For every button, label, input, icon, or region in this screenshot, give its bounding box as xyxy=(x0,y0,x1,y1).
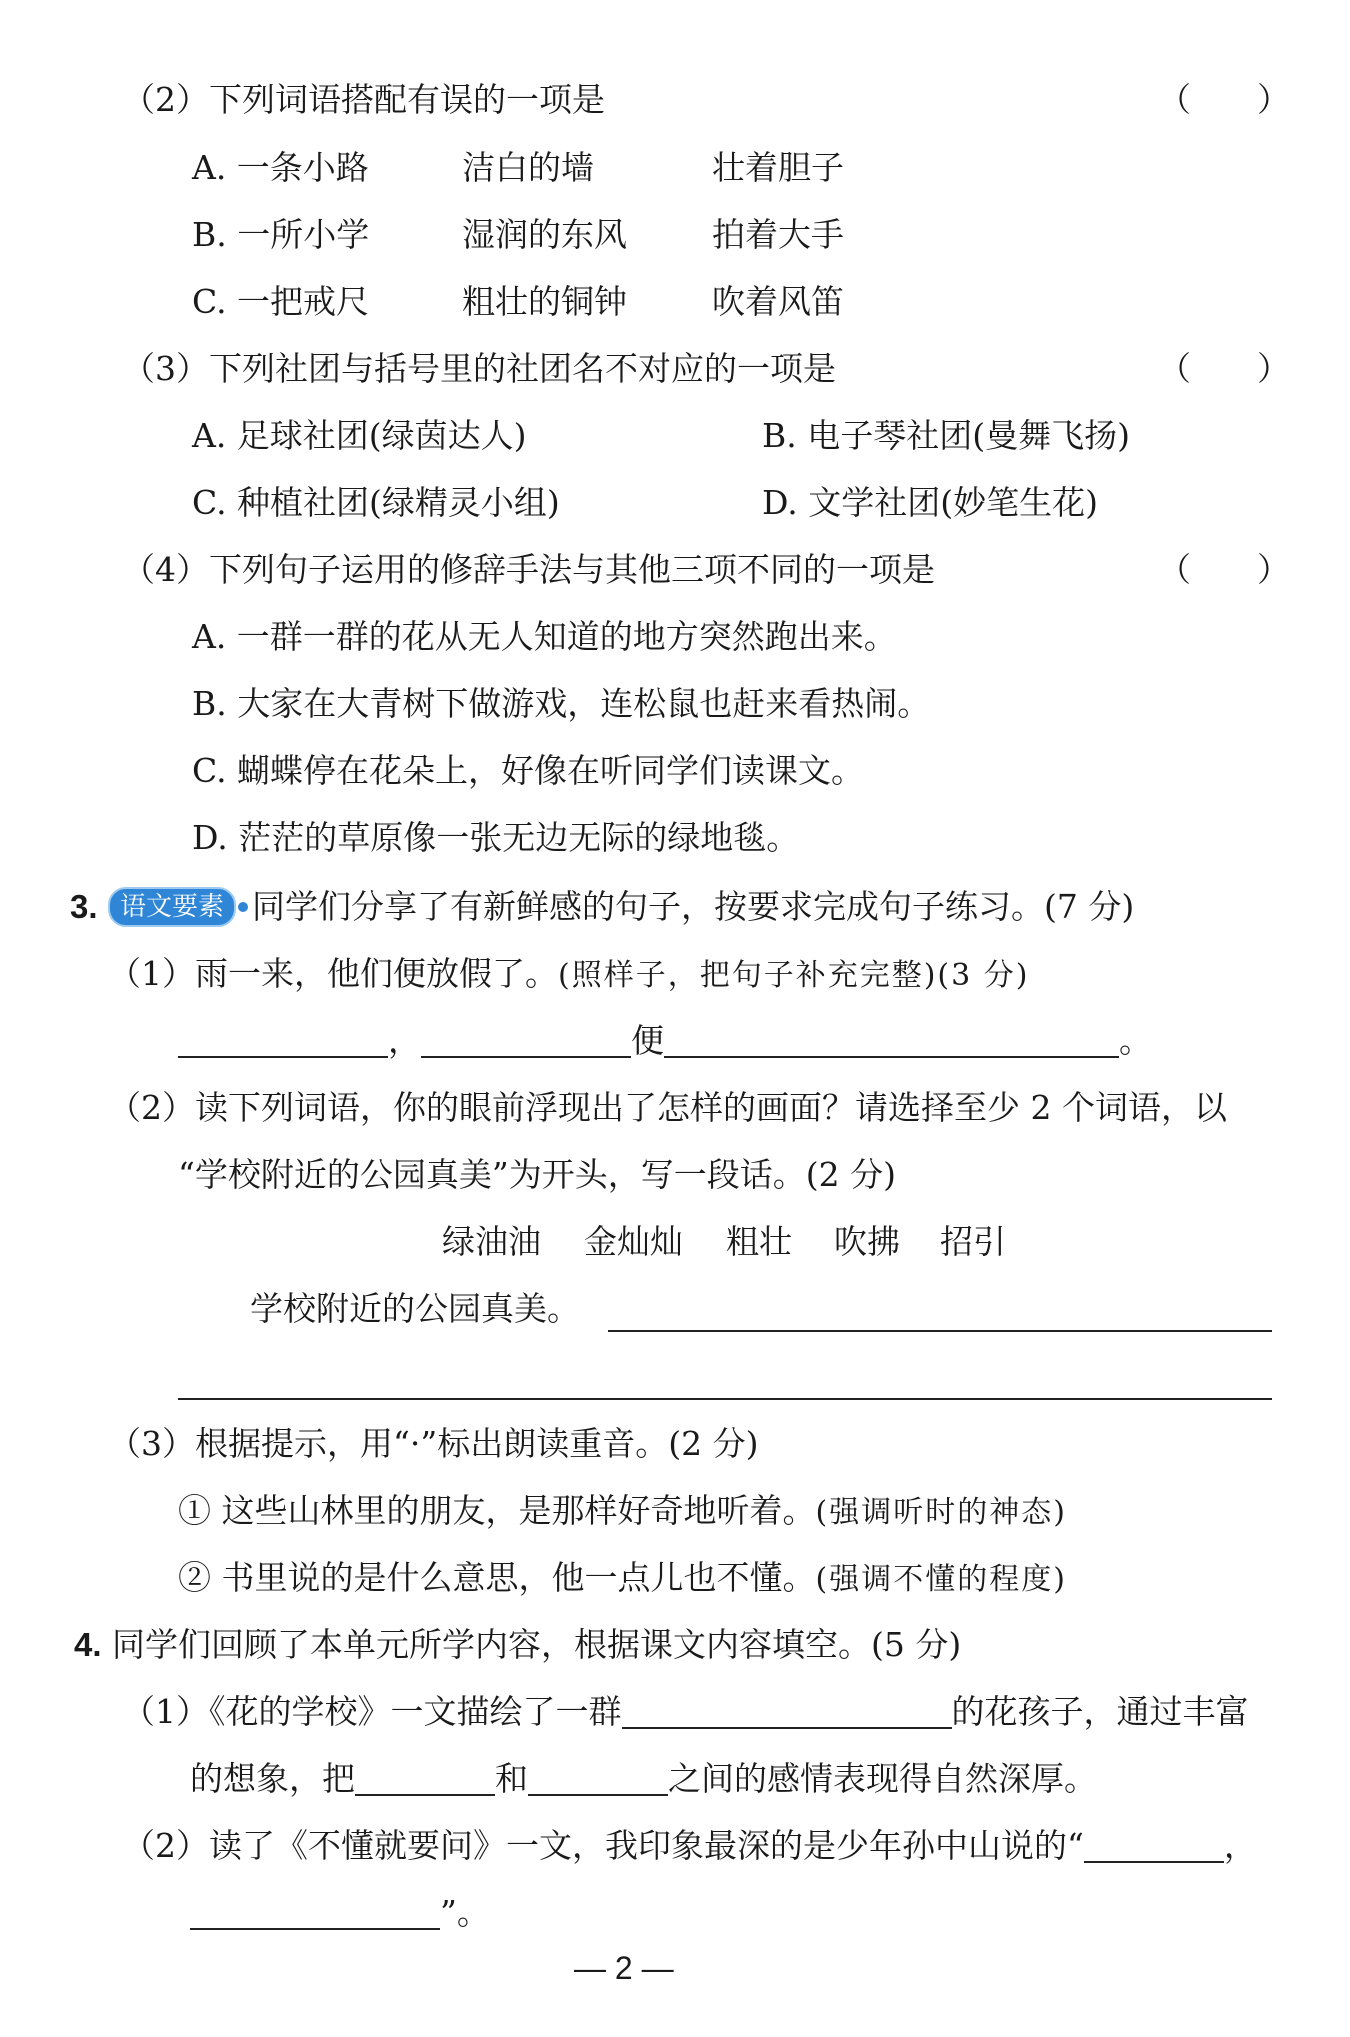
q3-sub1-line xyxy=(108,954,1029,996)
q3-header xyxy=(70,887,1134,927)
q2-sub2-answer-paren[interactable]: （ ） xyxy=(1158,80,1290,119)
q3-sub1-blank-1[interactable] xyxy=(178,1022,388,1058)
q3-sub2-word-1: 绿油油 xyxy=(442,1222,541,1261)
q3-sub2-writing-line-1[interactable] xyxy=(608,1330,1272,1332)
q3-sub2-starter: 学校附近的公园真美。 xyxy=(250,1289,580,1328)
q3-sub2-word-4: 吹拂 xyxy=(834,1222,900,1261)
q4-sub1-part1: （1）《花的学校》一文描绘了一群 xyxy=(122,1692,622,1731)
q4-sub1-blank-3[interactable] xyxy=(528,1760,668,1796)
q2-sub3-option-c: C. 种植社团(绿精灵小组) xyxy=(192,483,560,522)
q3-sub1-blank-3[interactable] xyxy=(664,1022,1119,1058)
q3-sub1-blank-2[interactable] xyxy=(421,1022,631,1058)
q2-sub3-answer-paren[interactable]: （ ） xyxy=(1158,349,1290,388)
q2-sub2-stem: （2）下列词语搭配有误的一项是 xyxy=(122,80,605,119)
q4-sub2-end: ”。 xyxy=(440,1893,490,1932)
q3-sub1-comma: ， xyxy=(388,1021,421,1060)
q2-sub2-option-a-2: 洁白的墙 xyxy=(462,148,594,187)
q2-sub4-stem: （4）下列句子运用的修辞手法与其他三项不同的一项是 xyxy=(122,550,935,589)
q2-sub2-option-b-1: B. 一所小学 xyxy=(192,215,370,254)
q4-stem: 同学们回顾了本单元所学内容，根据课文内容填空。(5 分) xyxy=(112,1625,962,1664)
q4-sub1-line2 xyxy=(190,1759,1097,1799)
q4-sub2-blank-1[interactable] xyxy=(1084,1827,1224,1863)
q3-stem: 同学们分享了有新鲜感的句子，按要求完成句子练习。(7 分) xyxy=(252,887,1135,926)
q4-sub1-line2a: 的想象，把 xyxy=(190,1759,355,1798)
q4-sub2-line1 xyxy=(122,1826,1257,1866)
q2-sub2-option-c-2: 粗壮的铜钟 xyxy=(462,282,627,321)
q4-sub1-line2b: 和 xyxy=(495,1759,528,1798)
q4-number: 4. xyxy=(74,1626,102,1663)
q3-sub2-writing-line-2[interactable] xyxy=(178,1398,1272,1400)
q3-sub1-stem: （1）雨一来，他们便放假了。 xyxy=(108,954,558,993)
q3-sub2-word-2: 金灿灿 xyxy=(584,1222,683,1261)
q2-sub4-answer-paren[interactable]: （ ） xyxy=(1158,550,1290,589)
q2-sub4-option-a: A. 一群一群的花从无人知道的地方突然跑出来。 xyxy=(192,617,897,656)
q2-sub3-option-a: A. 足球社团(绿茵达人) xyxy=(192,416,527,455)
q4-sub2-part1: （2）读了《不懂就要问》一文，我印象最深的是少年孙中山说的“ xyxy=(122,1826,1084,1865)
q3-sub2-word-5: 招引 xyxy=(940,1222,1006,1261)
q2-sub2-option-b-3: 拍着大手 xyxy=(712,215,844,254)
q4-header xyxy=(74,1625,961,1665)
q4-sub1-part2: 的花孩子，通过丰富 xyxy=(951,1692,1249,1731)
q4-sub2-blank-2[interactable] xyxy=(190,1894,440,1930)
q3-sub3-stem: （3）根据提示，用“·”标出朗读重音。(2 分) xyxy=(108,1424,759,1463)
q3-sub3-item-2-note: (强调不懂的程度) xyxy=(815,1562,1067,1597)
q3-sub3-item-1 xyxy=(178,1491,1067,1533)
q3-sub3-item-2 xyxy=(178,1558,1067,1600)
q3-sub2-word-3: 粗壮 xyxy=(726,1222,792,1261)
q4-sub1-line1 xyxy=(122,1692,1249,1732)
q3-sub3-item-1-note: (强调听时的神态) xyxy=(815,1495,1067,1530)
q2-sub4-option-c: C. 蝴蝶停在花朵上，好像在听同学们读课文。 xyxy=(192,751,865,790)
q4-sub1-blank-2[interactable] xyxy=(355,1760,495,1796)
q4-sub2-line2 xyxy=(190,1893,490,1933)
q3-sub2-stem-line1: （2）读下列词语，你的眼前浮现出了怎样的画面？请选择至少 2 个词语，以 xyxy=(108,1088,1227,1127)
q2-sub4-option-d: D. 茫茫的草原像一张无边无际的绿地毯。 xyxy=(192,818,800,857)
q2-sub3-stem: （3）下列社团与括号里的社团名不对应的一项是 xyxy=(122,349,836,388)
q3-sub3-item-2-text[interactable]: ② 书里说的是什么意思，他一点儿也不懂。 xyxy=(178,1558,816,1597)
q3-sub1-end: 。 xyxy=(1119,1021,1152,1060)
q2-sub2-option-a-1: A. 一条小路 xyxy=(192,148,369,187)
q2-sub4-option-b: B. 大家在大青树下做游戏，连松鼠也赶来看热闹。 xyxy=(192,684,931,723)
q3-sub1-answer-row xyxy=(178,1021,1152,1061)
q2-sub3-option-d: D. 文学社团(妙笔生花) xyxy=(762,483,1099,522)
page-number: — 2 — xyxy=(574,1950,674,1986)
q2-sub2-option-c-1: C. 一把戒尺 xyxy=(192,282,370,321)
q3-sub1-bian: 便 xyxy=(631,1021,664,1060)
q3-sub3-item-1-text[interactable]: ① 这些山林里的朋友，是那样好奇地听着。 xyxy=(178,1491,816,1530)
q3-number: 3. xyxy=(70,888,98,925)
q2-sub2-option-b-2: 湿润的东风 xyxy=(462,215,627,254)
q4-sub2-comma: ， xyxy=(1223,1826,1257,1865)
q2-sub2-option-a-3: 壮着胆子 xyxy=(712,148,844,187)
tag-dot-icon xyxy=(238,902,248,912)
q2-sub2-option-c-3: 吹着风笛 xyxy=(712,282,844,321)
q4-sub1-blank-1[interactable] xyxy=(622,1693,952,1729)
q4-sub1-line2c: 之间的感情表现得自然深厚。 xyxy=(668,1759,1097,1798)
q2-sub3-option-b: B. 电子琴社团(曼舞飞扬) xyxy=(762,416,1130,455)
q3-tag-badge: 语文要素 xyxy=(108,887,236,927)
q3-sub2-stem-line2: “学校附近的公园真美”为开头，写一段话。(2 分) xyxy=(178,1155,896,1194)
q3-sub1-note: (照样子，把句子补充完整)(3 分) xyxy=(558,958,1030,993)
